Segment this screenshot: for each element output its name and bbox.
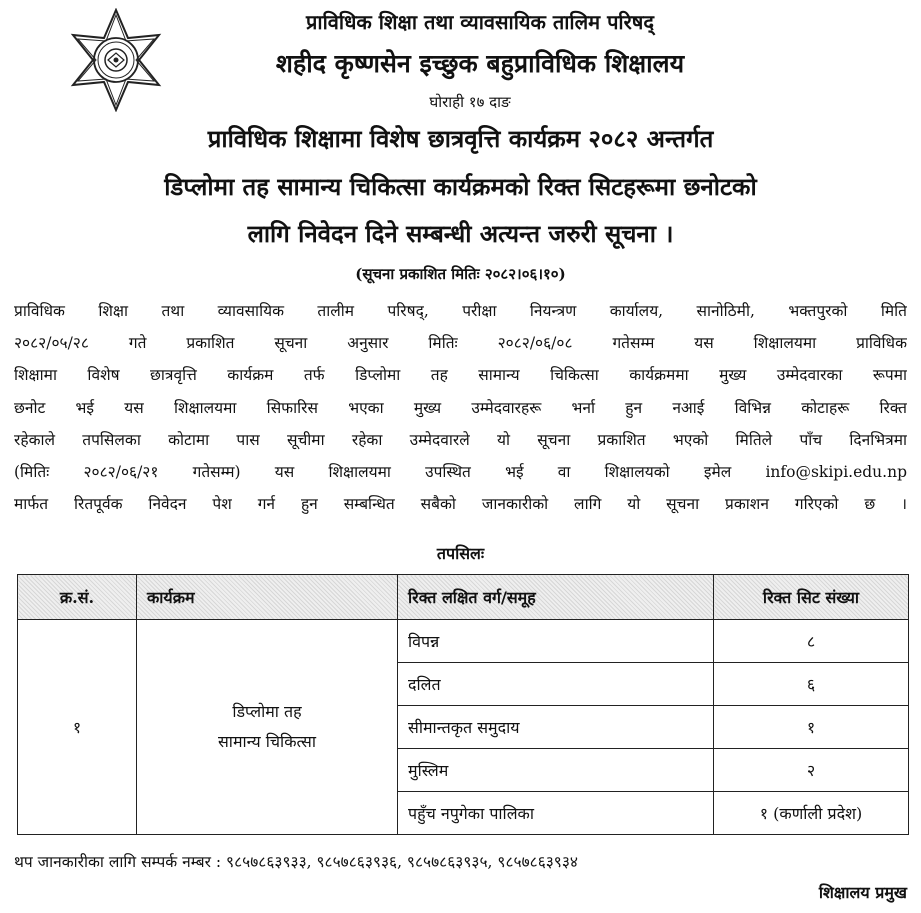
government-emblem-icon: [64, 8, 168, 112]
cell-group: पहुँच नपुगेका पालिका: [398, 792, 714, 835]
school-name: शहीद कृष्णसेन इच्छुक बहुप्राविधिक शिक्षालय: [275, 49, 685, 78]
header-program: कार्यक्रम: [137, 575, 398, 620]
body-line: रहेकाले तपसिलका कोटामा पास सूचीमा रहेका उम्मेदवारले यो सूचना प्रकाशित भएको मितिले पाँच दिनभित्रमा: [14, 430, 907, 449]
header-seats: रिक्त सिट संख्या: [714, 575, 909, 620]
header-sn: क्र.सं.: [18, 575, 137, 620]
council-name: प्राविधिक शिक्षा तथा व्यावसायिक तालिम परिषद्: [306, 10, 654, 34]
contact-numbers: थप जानकारीका लागि सम्पर्क नम्बर : ९८५७८६३९३३, ९८५७८६३९३६, ९८५७८६३९३५, ९८५७८६३९३४: [14, 853, 578, 871]
program-line-2: सामान्य चिकित्सा: [217, 732, 317, 751]
schedule-heading: तपसिलः: [436, 544, 485, 563]
cell-seats: ६: [714, 663, 909, 706]
school-address: घोराही १७ दाङ: [429, 93, 511, 111]
table-header-row: [18, 575, 909, 620]
cell-group: दलित: [398, 663, 714, 706]
notice-body: [14, 295, 907, 520]
published-date: (सूचना प्रकाशित मितिः २०८२।०६।१०): [355, 265, 566, 283]
table-row: [18, 620, 909, 663]
notice-title-line-1: प्राविधिक शिक्षामा विशेष छात्रवृत्ति कार्यक्रम २०८२ अन्तर्गत: [207, 124, 714, 153]
cell-seats: २: [714, 749, 909, 792]
body-line: (मितिः २०८२/०६/२१ गतेसम्म) यस शिक्षालयमा उपस्थित भई वा शिक्षालयको इमेल info@skipi.edu.np: [14, 463, 907, 482]
body-line: प्राविधिक शिक्षा तथा व्यावसायिक तालीम परिषद्, परीक्षा नियन्त्रण कार्यालय, सानोठिमी, भक्तपुरको मिति: [14, 302, 907, 320]
body-line: छनोट भई यस शिक्षालयमा सिफारिस भएका मुख्य उम्मेदवारहरू भर्ना हुन नआई विभिन्न कोटाहरू रिक्त: [14, 398, 907, 417]
notice-title-line-3: लागि निवेदन दिने सम्बन्धी अत्यन्त जरुरी सूचना ।: [247, 219, 674, 248]
cell-seats: १: [714, 706, 909, 749]
cell-seats: १ (कर्णाली प्रदेश): [714, 792, 909, 835]
signature-title: शिक्षालय प्रमुख: [818, 883, 907, 902]
program-line-1: डिप्लोमा तह: [232, 702, 302, 721]
header-group: रिक्त लक्षित वर्ग/समूह: [398, 575, 714, 620]
cell-program: [137, 620, 398, 835]
body-line: मार्फत रितपूर्वक निवेदन पेश गर्न हुन सम्बन्धित सबैको जानकारीको लागि यो सूचना प्रकाशन गरिएको छ ।: [14, 495, 907, 514]
cell-seats: ८: [714, 620, 909, 663]
cell-sn: १: [18, 620, 137, 835]
notice-title-line-2: डिप्लोमा तह सामान्य चिकित्सा कार्यक्रमको रिक्त सिटहरूमा छनोटको: [164, 172, 757, 201]
body-line: शिक्षामा विशेष छात्रवृत्ति कार्यक्रम तर्फ डिप्लोमा तह सामान्य चिकित्सा कार्यक्रममा मुख्य उम्मेदवारका रूपमा: [14, 366, 907, 385]
body-line: २०८२/०५/२८ गते प्रकाशित सूचना अनुसार मितिः २०८२/०६/०८ गतेसम्म यस शिक्षालयमा प्राविधिक: [14, 334, 907, 353]
cell-group: विपन्न: [398, 620, 714, 663]
cell-group: सीमान्तकृत समुदाय: [398, 706, 714, 749]
vacant-seats-table: [17, 574, 909, 835]
cell-group: मुस्लिम: [398, 749, 714, 792]
